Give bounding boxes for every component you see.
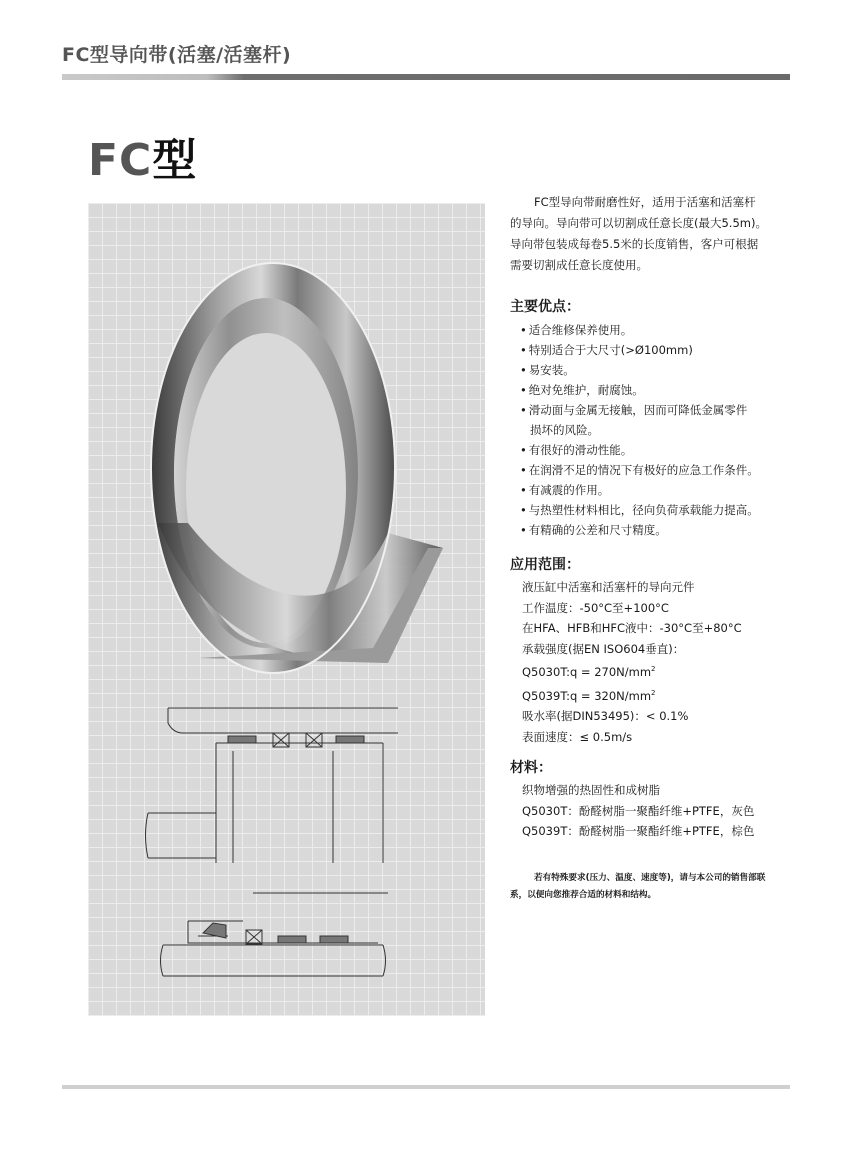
title-part-a: FC [88, 135, 153, 186]
product-figure [88, 203, 485, 1016]
applications-list [510, 577, 800, 747]
advantages-list [510, 320, 800, 540]
note-line-2: 系，以便向您推荐合适的材料和结构。 [510, 890, 657, 900]
list-item: • 有很好的滑动性能。 [520, 443, 633, 457]
list-item: Q5030T：酚醛树脂一聚酯纤维+PTFE，灰色 [522, 803, 755, 818]
materials-title: 材料： [510, 760, 552, 776]
materials-list [510, 780, 800, 842]
title-part-b: 型 [152, 135, 198, 186]
applications-section [510, 554, 800, 747]
intro-paragraph [510, 192, 800, 276]
header-title: FC型导向带(活塞/活塞杆) [62, 44, 292, 66]
list-item: • 与热塑性材料相比，径向负荷承载能力提高。 [520, 503, 759, 517]
list-item: 表面速度：≤ 0.5m/s [522, 729, 633, 744]
list-item: 液压缸中活塞和活塞杆的导向元件 [522, 580, 695, 594]
applications-title: 应用范围： [510, 557, 580, 573]
installation-drawing-piston [146, 708, 399, 863]
list-item: • 绝对免维护，耐腐蚀。 [520, 383, 644, 397]
list-item: 在HFA、HFB和HFC液中：-30°C至+80°C [522, 621, 742, 636]
page-title [88, 124, 197, 188]
header-bar [62, 74, 790, 80]
installation-drawing-rod [161, 893, 389, 976]
list-item: • 有精确的公差和尺寸精度。 [520, 523, 667, 537]
list-item: 承载强度(据EN ISO604垂直)： [522, 641, 685, 656]
intro-line-1: FC型导向带耐磨性好，适用于活塞和活塞杆 [534, 195, 756, 209]
list-item: • 适合维修保养使用。 [520, 323, 633, 337]
footer-bar [62, 1085, 790, 1089]
intro-line-3: 导向带包装成每卷5.5米的长度销售，客户可根据 [510, 237, 759, 251]
list-item: 织物增强的热固性和成树脂 [522, 783, 660, 797]
advantages-section [510, 296, 800, 540]
list-item: Q5039T：酚醛树脂一聚酯纤维+PTFE，棕色 [522, 824, 755, 839]
list-item: 吸水率(据DIN53495)：< 0.1% [522, 709, 689, 724]
contact-note [510, 870, 778, 904]
list-item: 工作温度：-50°C至+100°C [522, 600, 669, 615]
materials-section [510, 757, 800, 842]
advantages-title: 主要优点： [510, 299, 580, 315]
list-item: • 有减震的作用。 [520, 483, 610, 497]
list-item: Q5039T:q = $320N/mm^2$ [522, 688, 656, 703]
intro-line-2: 的导向。导向带可以切割成任意长度(最大5.5m)。 [510, 216, 767, 230]
coil-image [151, 263, 443, 673]
note-line-1: 若有特殊要求(压力、温度、速度等)，请与本公司的销售部联 [534, 873, 766, 883]
list-item: • 在润滑不足的情况下有极好的应急工作条件。 [520, 463, 759, 477]
text-column [510, 192, 800, 839]
list-item: • 特别适合于大尺寸(>Ø100mm) [520, 343, 693, 357]
guide-strip-illustration [88, 203, 485, 1016]
list-item: • 滑动面与金属无接触，因而可降低金属零件 损坏的风险。 [520, 403, 748, 437]
list-item: • 易安装。 [520, 363, 575, 377]
list-item: Q5030T:q = $270N/mm^2$ [522, 665, 656, 680]
intro-line-4: 需要切割成任意长度使用。 [510, 258, 648, 272]
